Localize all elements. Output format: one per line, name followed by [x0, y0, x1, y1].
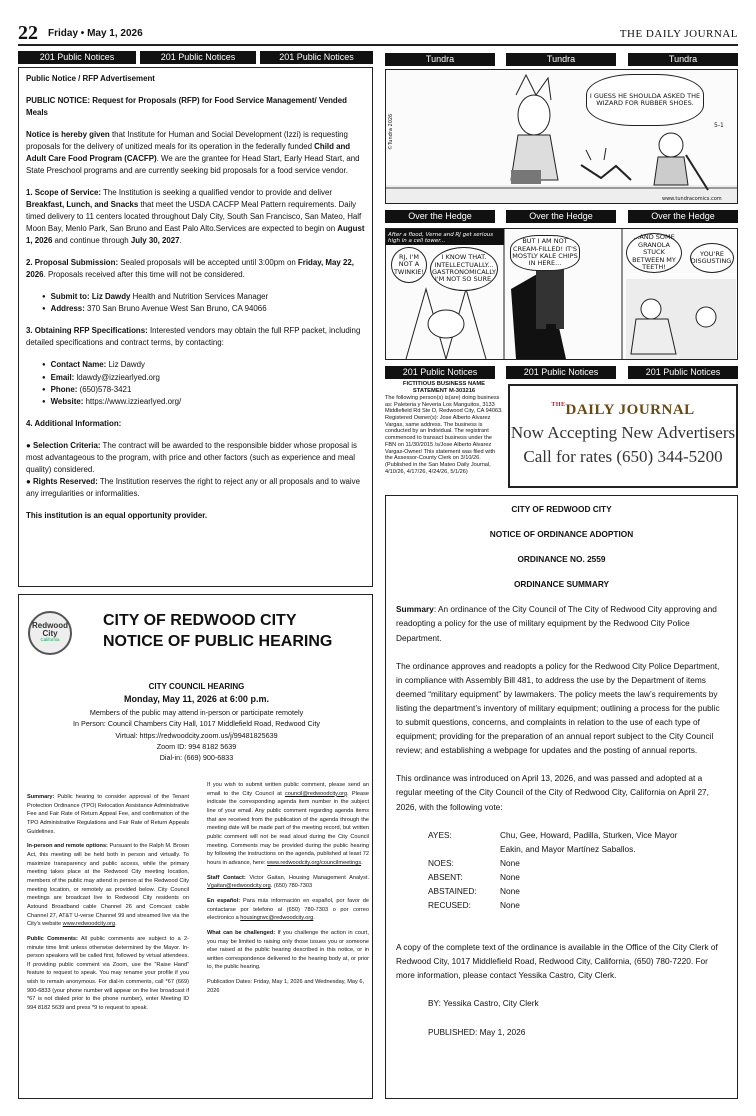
section-tab-public-notices: 201 Public Notices — [260, 51, 373, 64]
section-tab-tundra: Tundra — [628, 53, 738, 66]
issue-date: Friday • May 1, 2026 — [48, 28, 143, 39]
vote-row: RECUSED: None — [428, 900, 520, 911]
speech-bubble: RJ, I'M NOT A TWINKIE! — [391, 247, 427, 283]
speech-bubble: I KNOW THAT. INTELLECTUALLY... GASTRONOMICALLY I'M NOT SO SURE. — [430, 247, 498, 291]
section-tab-over-the-hedge: Over the Hedge — [506, 210, 616, 223]
rfp-notice — [18, 67, 373, 587]
section-tab-over-the-hedge: Over the Hedge — [385, 210, 495, 223]
rfp-submission: 2. Proposal Submission: Sealed proposals will be accepted until 3:00pm on Friday, May 22, 2026. Proposals received after this time will not be considered. — [26, 258, 354, 280]
section-tab-public-notices: 201 Public Notices — [506, 366, 616, 379]
over-the-hedge-comic — [385, 228, 738, 360]
vote-row: ABSTAINED: None — [428, 885, 520, 896]
rfp-contact-list — [42, 359, 365, 407]
list-item: ● Address: 370 San Bruno Avenue West San Bruno, CA 94066 — [42, 303, 365, 315]
hearing-title: CITY OF REDWOOD CITY NOTICE OF PUBLIC HEARING — [103, 612, 333, 650]
rfp-selection: ● Selection Criteria: The contract will be awarded to the responsible bidder whose proposal is most advantageous to the program, with price and other factors (such as experience and meal quality) considered. — [26, 440, 357, 474]
ordinance-city: CITY OF REDWOOD CITY — [511, 504, 612, 514]
fictitious-business-notice — [385, 381, 503, 489]
page-number: 22 — [18, 22, 38, 44]
ordinance-paragraph: The ordinance approves and readopts a policy for the Redwood City Police Department, in compliance with Assembly Bill 481, to address the use by the Department of items deemed “military equipment” by lawmakers. The policy meets the law’s requirements by listing the department’s inventory of military equipment; outlining a process for the public to submit questions, concerns, and complaints in relation to the use of each type of equipment; providing for the preparation of an annual report subject to the City Council review; and establishing a webpage for updates and the posting of annual reports. — [396, 660, 720, 756]
list-item: ● Submit to: Liz Dawdy Health and Nutrition Services Manager — [42, 291, 365, 303]
vote-row: AYES: Chu, Gee, Howard, Padilla, Sturken, Vice Mayor Eakin, and Mayor Martínez Saballos. — [428, 829, 678, 854]
rfp-title: PUBLIC NOTICE: Request for Proposals (RFP) for Food Service Management/ Vended Meals — [26, 96, 347, 118]
ordinance-paragraph: A copy of the complete text of the ordinance is available in the Office of the City Clerk of Redwood City, 1017 Middlefield Road, Redwood City, California, (650) 780-7220. For more information, please contact Yessika Castro, City Clerk. — [396, 942, 718, 981]
section-tab-public-notices: 201 Public Notices — [628, 366, 738, 379]
vote-row: ABSENT: None — [428, 871, 520, 882]
rfp-heading: Public Notice / RFP Advertisement — [26, 74, 155, 83]
comic-site: www.tundracomics.com — [662, 196, 722, 202]
ordinance-published: PUBLISHED: May 1, 2026 — [428, 1026, 526, 1037]
section-tab-public-notices: 201 Public Notices — [18, 51, 136, 64]
vote-table — [428, 828, 727, 913]
hedge-caption: After a flood, Verne and RJ get serious high in a cell tower... — [388, 232, 494, 244]
section-tab-public-notices: 201 Public Notices — [385, 366, 495, 379]
list-item: ● Contact Name: Liz Dawdy — [42, 359, 365, 371]
tundra-comic — [385, 69, 738, 204]
page-header — [18, 24, 738, 46]
speech-bubble: YOU'RE DISGUSTING. — [690, 243, 734, 273]
section-tab-tundra: Tundra — [506, 53, 616, 66]
section-tab-over-the-hedge: Over the Hedge — [628, 210, 738, 223]
section-tab-tundra: Tundra — [385, 53, 495, 66]
ad-line-1: Now Accepting New Advertisers — [510, 423, 736, 442]
ordinance-number: ORDINANCE NO. 2559 — [517, 554, 606, 565]
speech-bubble: I GUESS HE SHOULDA ASKED THE WIZARD FOR RUBBER SHOES. — [586, 74, 704, 126]
ordinance-summary-heading: ORDINANCE SUMMARY — [513, 579, 610, 590]
daily-journal-logo: $^{THE}$DAILY JOURNAL — [551, 402, 695, 418]
fictitious-title: FICTITIOUS BUSINESS NAME STATEMENT M-303216 — [402, 381, 486, 394]
fictitious-body: The following person(s) is(are) doing business as: Paleteria y Neveria Los Manguitos, 3133 Middlefield Rd Ste D, Redwood City, CA 94063. Registered Owner(s): Jose Alberto Alvarez Vargas, same address. The business is conducted by an Individual. The registrant commenced to transact business under the FBN on 11/30/2015 /s/Jose Alberto Alvarez Vargas-Owner/ This statement was filed with the Assessor-County Clerk on 3/10/26. (Published in the San Mateo Daily Journal, 4/10/26, 4/17/26, 4/24/26, 5/1/26) — [385, 394, 503, 475]
hearing-details: CITY COUNCIL HEARING Monday, May 11, 2026 at 6:00 p.m. Members of the public may attend in-person or participate remotely In Person: Council Chambers City Hall, 1017 Middlefield Road, Redwood City Virtual: https://redwoodcity.zoom.us/j/99481825639 Zoom ID: 994 8182 5639 Dial-in: (669) 900-6833 — [73, 682, 320, 762]
ordinance-title: NOTICE OF ORDINANCE ADOPTION — [489, 529, 634, 540]
ordinance-notice — [385, 495, 738, 1099]
rfp-intro: Notice is hereby given that Institute for Human and Social Development (Izzi) is requesting proposals for the delivery of unitized meals for its operation in the federally funded Child and Adult Care Food Program (CACFP). We are the grantee for Head Start, Early Head Start, and State Preschool programs and are currently seeking bid proposals for a food service vendor. — [26, 130, 360, 176]
ordinance-paragraph: This ordinance was introduced on April 13, 2026, and was passed and adopted at a regular meeting of the City Council of the City of Redwood City, California on April 27, 2026, with the following vote: — [396, 773, 709, 812]
rfp-submit-list — [42, 291, 365, 315]
redwood-city-seal: Redwood City California — [28, 611, 72, 655]
list-item: ● Website: https://www.izziearlyed.org/ — [42, 396, 365, 408]
public-hearing-notice — [18, 594, 373, 1099]
hearing-column-right: If you wish to submit written public comment, please send an email to the City Council at council@redwoodcity.org. Please indicate the corresponding agenda item number in the subject line of your email. Any public comment regarding agenda items that are received from the publication of the agenda through the meeting date will be made part of the meeting record, but written public comment will not be read aloud during the City Council meeting. Comments may be provided during the public hearing by following the instructions on the agenda, published at least 72 hours in advance, here: www.redwoodcity.org/councilmeetings. Staff Contact: Victor Gaitan, Housing Management Analyst. Vgaitan@redwoodcity.org. (650) 780-7303 En español: Para más información en español, por favor de contactarse por telefono al (650) 780-7303 o por correo electronico a housingrwc@redwoodcity.org. What can be challenged: If you challenge the action in court, you may be limited to raising only those issues you or someone else raised at the public hearing described in this notice, or in written correspondence delivered to the hearing body at, or prior to, the public hearing. Publication Dates: Friday, May 1, 2026 and Wednesday, May 6, 2026 — [207, 782, 370, 994]
daily-journal-ad — [508, 384, 738, 488]
ordinance-signature: BY: Yessika Castro, City Clerk — [428, 998, 539, 1009]
rfp-specs: 3. Obtaining RFP Specifications: Interested vendors may obtain the full RFP packet, including detailed specifications and contract terms, by contacting: — [26, 326, 361, 348]
comic-date: 5-1 — [714, 122, 724, 129]
list-item: ● Email: ldawdy@izziearlyed.org — [42, 372, 365, 384]
rfp-rights: ● Rights Reserved: The Institution reserves the right to reject any or all proposals and to waive any irregularities or informalities. — [26, 476, 361, 498]
comic-copyright: ©Tundra 2026 — [388, 113, 394, 150]
ordinance-summary: Summary: An ordinance of the City Council of The City of Redwood City approving and readopting a policy for the use of military equipment by the Redwood City Police Department. — [396, 604, 717, 643]
ad-line-2: Call for rates (650) 344-5200 — [523, 447, 723, 466]
section-tab-public-notices: 201 Public Notices — [140, 51, 256, 64]
masthead: THE DAILY JOURNAL — [619, 28, 738, 40]
rfp-additional-heading: 4. Additional Information: — [26, 418, 122, 428]
list-item: ● Phone: (650)578-3421 — [42, 384, 365, 396]
rfp-scope: 1. Scope of Service: The Institution is seeking a qualified vendor to provide and deliver Breakfast, Lunch, and Snacks that meet the USDA CACFP Meal Pattern requirements. Daily timed delivery to 11 centers located throughout Daly City, South San Francisco, San Mateo, Half Moon Bay, Menlo Park, San Bruno and East Palo Alto.Services are expected to begin on August 1, 2026 and continue through July 30, 2027. — [26, 188, 365, 246]
vote-row: NOES: None — [428, 857, 520, 868]
rfp-eoo: This institution is an equal opportunity provider. — [26, 511, 208, 520]
speech-bubble: ...AND SOME GRANOLA STUCK BETWEEN MY TEETH! — [626, 233, 682, 273]
speech-bubble: BUT I AM NOT CREAM-FILLED! IT'S MOSTLY KALE CHIPS IN HERE... — [510, 235, 580, 271]
hearing-column-left: Summary: Public hearing to consider approval of the Tenant Protection Ordinance (TPO) Relocation Assistance Administrative Fee and Fair Rate of Return Appeal Fee, and confirmation of the TPO Administrative Regulations and Fair Rate of Return Appeals Guidelines. In-person and remote options: Pursuant to the Ralph M. Brown Act, this meeting will be held both in person and virtually. To maximize transparency and public access, while the primary meeting takes place at the Redwood City meeting location, members of the public may attend in person at the Redwood City meeting location, or remotely as provided below. City Council meetings are broadcast live to Redwood City residents on Astound Broadband cable Channel 26 and Comcast cable Channel 27, AT&T U-verse Channel 99 and streamed live via the City’s website www.redwoodcity.org. Public Comments: All public comments are subject to a 2-minute time limit unless otherwise determined by the Mayor. In-person speakers will be called first, followed by virtual attendees. If providing public comment via Zoom, use the “Raise Hand” feature to request to speak. You may rename your profile if you wish to remain anonymous. For dial-in comments, call *67 (669) 900-6833 (your phone number will appear on the live broadcast if *67 is not dialed prior to the phone number), enter Meeting ID 994 8182 5639 and press *9 to request to speak. — [27, 794, 189, 1012]
